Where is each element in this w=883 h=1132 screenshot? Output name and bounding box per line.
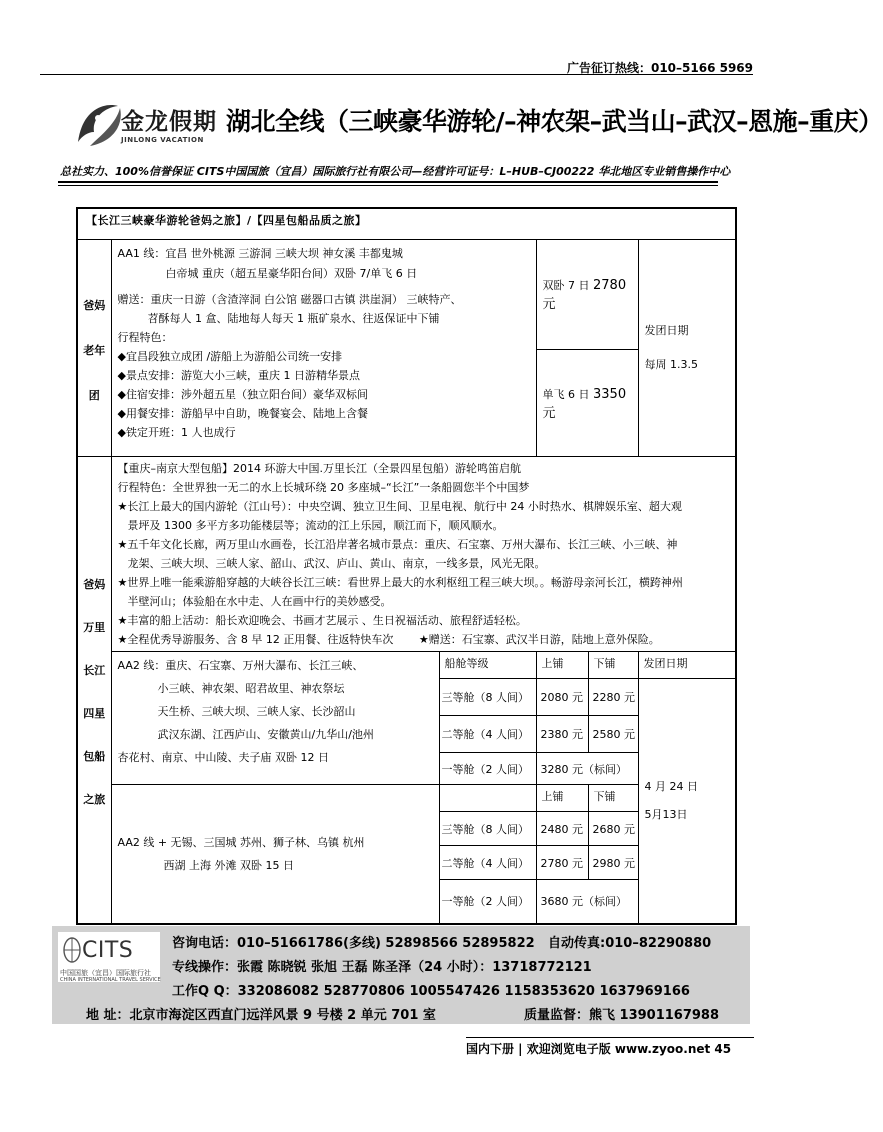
aa1-price-7day: [536, 240, 638, 350]
intro-line: ★世界上唯一能乘游船穿越的大峡谷长江三峡：看世界上最大的水利枢纽工程三峡大坝。。畅游母亲河长江，横跨神州: [117, 576, 683, 589]
quality-supervisor: 质量监督：熊飞 13901167988: [524, 1008, 720, 1023]
aa1-price1-value: 2780 元: [542, 278, 627, 312]
aa2-depart-dates: [638, 679, 736, 924]
aa1-features-title: 行程特色：: [117, 331, 173, 344]
grade-header: 船舱等级: [439, 652, 536, 679]
ext-cabin: 三等舱（8 人间）: [439, 812, 536, 846]
aa2-route-line: 武汉东湖、江西庐山、安徽黄山/九华山/池州: [157, 728, 374, 741]
intro-line: 半壁河山；体验船在水中走、人在画中行的美妙感受。: [127, 595, 392, 608]
ext-upper-price: 3680 元（标间）: [536, 880, 638, 924]
depart-date: 4 月 24 日: [644, 779, 698, 793]
top-divider: [40, 74, 753, 75]
intro-line: 龙架、三峡大坝、三峡人家、韶山、武汉、庐山、黄山、南京，一线多景，风光无限。: [127, 557, 546, 570]
aa2-cabin: 一等舱（2 人间）: [439, 753, 536, 785]
section2-vertical-title: 爸妈万里长江四星包船之旅: [77, 457, 111, 924]
ext-lower-price: 2680 元: [588, 812, 638, 846]
aa1-feature: ◆景点安排：游览大小三峡，重庆 1 日游精华景点: [117, 369, 360, 382]
intro-line: ★长江上最大的国内游轮（江山号）：中央空调、独立卫生间、卫星电视、航行中 24 小时热水、棋牌娱乐室、超大观: [117, 500, 682, 513]
logo-en: JINLONG VACATION: [121, 136, 204, 144]
aa2-lower-price: 2280 元: [588, 679, 638, 716]
consult-phone: 咨询电话：010–51661786(多线) 52898566 52895822: [172, 936, 535, 951]
ext-upper-price: 2480 元: [536, 812, 588, 846]
aa2-cabin: 二等舱（4 人间）: [439, 716, 536, 753]
table-heading: 【长江三峡豪华游轮爸妈之旅】/【四星包船品质之旅】: [77, 208, 736, 240]
aa1-feature: ◆住宿安排：涉外超五星（独立阳台间）豪华双标间: [117, 388, 368, 401]
aa1-gift-line1: 赠送：重庆一日游（含渣滓洞 白公馆 磁器口古镇 洪崖洞） 三峡特产、: [117, 293, 462, 306]
fax: 自动传真:010–82290880: [548, 936, 712, 951]
subtitle-underline-thin: [58, 185, 718, 186]
intro-line: 景坪及 1300 多平方多功能楼层等；流动的江上乐园，顺江而下，顺风顺水。: [127, 519, 504, 532]
aa1-feature: ◆用餐安排：游船早中自助，晚餐宴会、陆地上含餐: [117, 407, 368, 420]
lower-header: 下铺: [588, 652, 638, 679]
ext-route: [111, 785, 439, 924]
aa1-feature: ◆宜昌段独立成团 /游船上为游船公司统一安排: [117, 350, 343, 363]
aa2-cabin: 三等舱（8 人间）: [439, 679, 536, 716]
aa2-route-line: 小三峡、神农架、昭君故里、神农祭坛: [157, 682, 345, 695]
aa2-upper-price: 2380 元: [536, 716, 588, 753]
ops-contacts: 专线操作：张霞 陈晓锐 张旭 王磊 陈圣泽（24 小时）：13718772121: [172, 960, 592, 975]
address: 地 址：北京市海淀区西直门远洋风景 9 号楼 2 单元 701 室: [86, 1008, 436, 1023]
aa1-depart-title: 发团日期: [644, 324, 689, 337]
aa2-upper-price: 3280 元（标间）: [536, 753, 638, 785]
aa1-depart-value: 每周 1.3.5: [644, 358, 698, 371]
aa2-route-line: AA2 线：重庆、石宝寨、万州大瀑布、长江三峡、: [117, 659, 364, 672]
aa1-price-6day: [536, 350, 638, 457]
ext-lower-header: 下铺: [588, 785, 638, 812]
ext-lower-price: 2980 元: [588, 846, 638, 880]
page-footer: 国内下册 | 欢迎浏览电子版 www.zyoo.net 45: [466, 1042, 732, 1056]
section2-intro: [111, 457, 736, 652]
aa1-gift-line2: 苕酥每人 1 盒、陆地每人每天 1 瓶矿泉水、往返保证中下铺: [147, 312, 440, 325]
aa1-price2-label: 单飞 6 日: [542, 387, 590, 401]
bottom-divider: [466, 1037, 754, 1038]
company-subtitle: 总社实力、100%信誉保证 CITS中国国旅（宜昌）国际旅行社有限公司—经营许可证号：L–HUB–CJ00222 华北地区专业销售操作中心: [60, 165, 731, 178]
depart-header: 发团日期: [638, 652, 736, 679]
ext-upper-price: 2780 元: [536, 846, 588, 880]
aa2-upper-price: 2080 元: [536, 679, 588, 716]
aa2-lower-price: 2580 元: [588, 716, 638, 753]
qq-numbers: 工作Q Q：332086082 528770806 1005547426 1158353620 1637969166: [172, 984, 690, 999]
intro-last-line: [118, 630, 730, 649]
intro-last-left: ★全程优秀导游服务、含 8 早 12 正用餐、往返特快车次: [117, 633, 394, 646]
tour-table: [76, 207, 737, 925]
page-title: 湖北全线（三峡豪华游轮/–神农架–武当山–武汉–恩施–重庆）: [226, 107, 883, 136]
intro-line: 【重庆–南京大型包船】2014 环游大中国.万里长江（全景四星包船）游轮鸣笛启航: [117, 462, 521, 475]
intro-line: ★丰富的船上活动：船长欢迎晚会、书画才艺展示 、生日祝福活动、旅程舒适轻松。: [117, 614, 527, 627]
section1-vertical-title: 爸妈老年团: [77, 240, 111, 457]
ext-cabin: 一等舱（2 人间）: [439, 880, 536, 924]
intro-line: ★五千年文化长廊，两万里山水画卷，长江沿岸著名城市景点：重庆、石宝寨、万州大瀑布、长江三峡、小三峡、神: [117, 538, 678, 551]
logo-name: 金龙假期: [121, 109, 217, 135]
aa1-price1-label: 双卧 7 日: [542, 279, 590, 292]
cits-en: CHINA INTERNATIONAL TRAVEL SERVICE: [60, 977, 161, 983]
aa2-route: [111, 652, 439, 785]
ext-upper-header: 上铺: [536, 785, 588, 812]
ext-cabin: 二等舱（4 人间）: [439, 846, 536, 880]
aa2-route-line: 天生桥、三峡大坝、三峡人家、长沙韶山: [157, 705, 356, 718]
cits-globe-icon: [62, 936, 82, 964]
cits-cn: 中国国旅（宜昌）国际旅行社: [60, 969, 151, 977]
aa1-price2-value: 3350 元: [542, 386, 627, 421]
upper-header: 上铺: [536, 652, 588, 679]
aa1-route-line1: AA1 线：宜昌 世外桃源 三游洞 三峡大坝 神女溪 丰都鬼城: [117, 247, 403, 260]
depart-date: 5月13日: [644, 807, 688, 821]
ad-hotline: 广告征订热线：010–5166 5969: [566, 61, 753, 75]
ext-blank-header: [439, 785, 536, 812]
aa1-description: [111, 240, 536, 457]
ext-route-line2: 西湖 上海 外滩 双卧 15 日: [163, 858, 294, 872]
subtitle-underline: [58, 181, 718, 183]
intro-line: 行程特色：全世界独一无二的水上长城环绕 20 多座城–“长江”一条船圆您半个中国梦: [117, 481, 530, 494]
ext-route-line1: AA2 线 + 无锡、三国城 苏州、狮子林、乌镇 杭州: [117, 835, 365, 849]
aa1-route-line2: 白帝城 重庆（超五星豪华阳台间）双卧 7/单飞 6 日: [165, 267, 418, 280]
aa1-feature: ◆铁定开班：1 人也成行: [117, 426, 236, 439]
aa2-route-line: 杏花村、南京、中山陵、夫子庙 双卧 12 日: [117, 751, 329, 764]
intro-last-right: ★赠送：石宝寨、武汉半日游，陆地上意外保险。: [418, 633, 660, 646]
cits-name: CITS: [82, 938, 134, 963]
aa1-depart: [638, 240, 736, 457]
